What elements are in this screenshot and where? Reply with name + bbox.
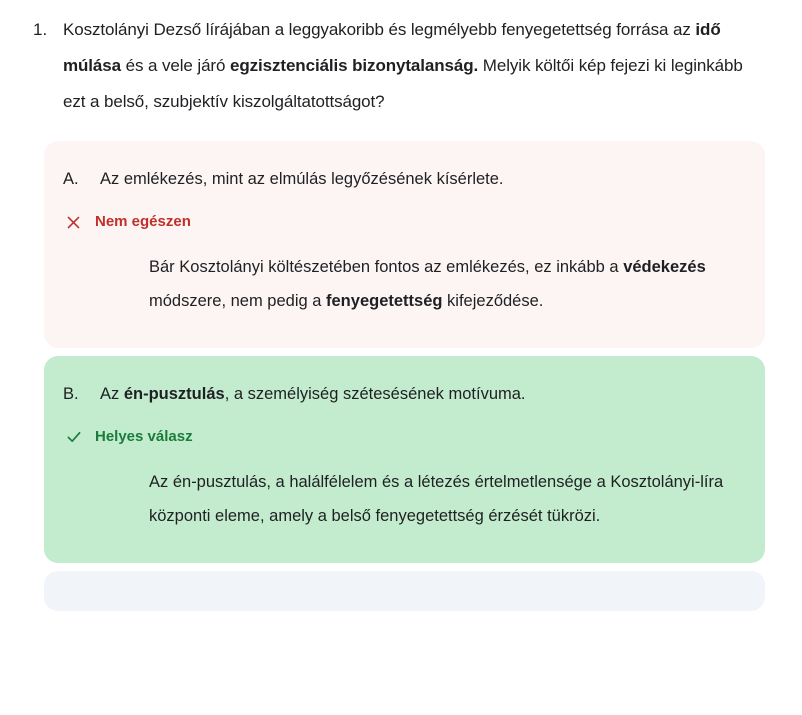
option-b-verdict-label: Helyes válasz <box>95 428 193 445</box>
option-card-b[interactable] <box>44 356 765 563</box>
option-b-verdict <box>63 427 735 447</box>
question-block <box>0 0 802 120</box>
question-number: 1. <box>33 20 48 39</box>
option-a-verdict <box>63 212 735 232</box>
option-card-a[interactable] <box>44 141 765 348</box>
option-a-head <box>63 167 735 191</box>
options-list <box>0 141 802 611</box>
cross-icon <box>63 215 95 230</box>
option-b-explanation: Az én-pusztulás, a halálfélelem és a létezés értelmetlensége a Kosztolányi-líra központi eleme, amely a belső fenyegetettség érzését tükrözi. <box>149 473 724 525</box>
option-b-head <box>63 382 735 406</box>
option-a-verdict-label: Nem egészen <box>95 213 191 230</box>
option-card-c-partial[interactable] <box>44 571 765 611</box>
option-a-explanation: Bár Kosztolányi költészetében fontos az emlékezés, ez inkább a védekezés módszere, nem pedig a fenyegetettség kifejeződése. <box>149 258 706 310</box>
option-b-text: Az én-pusztulás, a személyiség szétesésének motívuma. <box>100 385 526 403</box>
option-a-letter: A. <box>63 170 79 188</box>
question-text: Kosztolányi Dezső lírájában a leggyakoribb és legmélyebb fenyegetettség forrása az idő múlása és a vele járó egzisztenciális bizonytalanság. Melyik költői kép fejezi ki leginkább ezt a belső, szubjektív kiszolgáltatottságot? <box>63 20 743 111</box>
option-a-text: Az emlékezés, mint az elmúlás legyőzésének kísérlete. <box>100 170 504 188</box>
check-icon <box>63 429 95 445</box>
option-b-letter: B. <box>63 385 79 403</box>
